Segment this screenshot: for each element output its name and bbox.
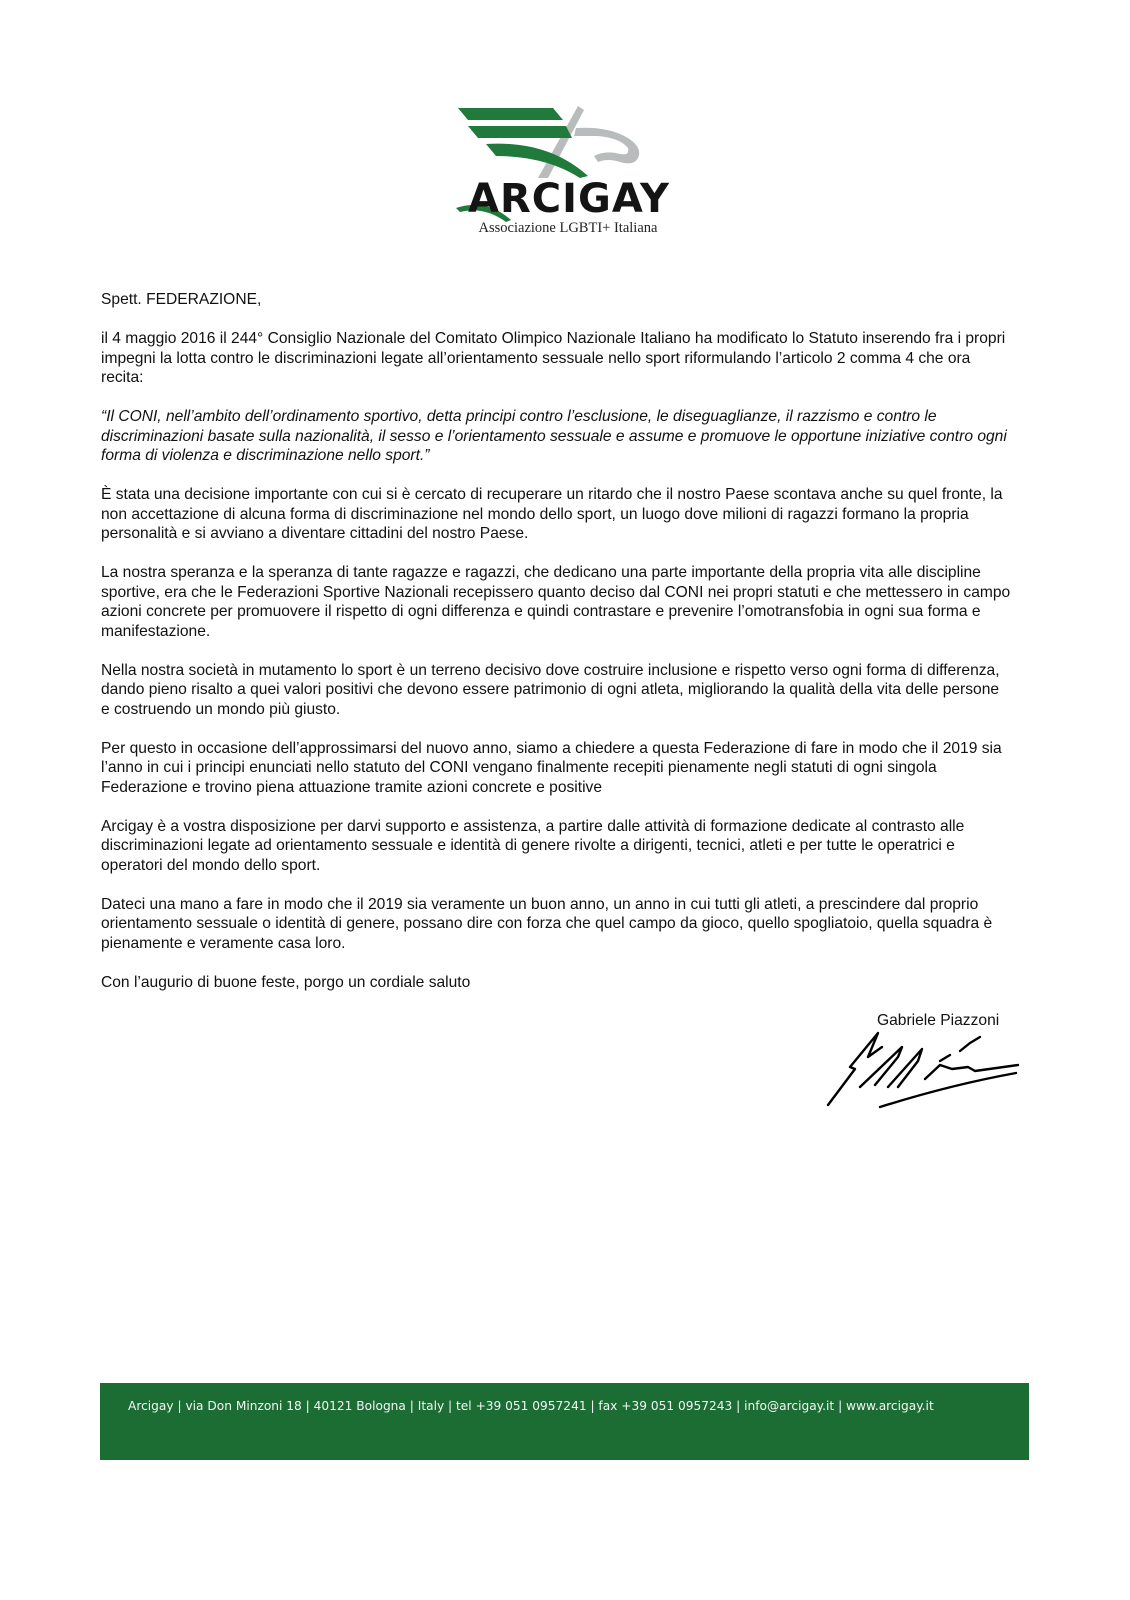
paragraph-quote: “Il CONI, nell’ambito dell’ordinamento sportivo, detta principi contro l’esclusione, le diseguaglianze, il razzismo e contro le discriminazioni basate sulla nazionalità, il sesso e l’orientamento sessuale e assume e promuove le opportune iniziative contro ogni forma di violenza e discriminazione nello sport.” (101, 408, 1007, 464)
handwritten-signature-icon (820, 1025, 1030, 1110)
paragraph: È stata una decisione importante con cui si è cercato di recuperare un ritardo che il nostro Paese scontava anche su quel fronte, la non accettazione di alcuna forma di discriminazione nel mondo dello sport, un luogo dove milioni di ragazzi formano la propria personalità e si avviano a diventare cittadini del nostro Paese. (101, 486, 1003, 542)
letter-body (101, 290, 1011, 1012)
logo-wordmark: ARCIGAY (468, 176, 670, 222)
footer-contact-bar (100, 1383, 1029, 1460)
paragraph: La nostra speranza e la speranza di tante ragazze e ragazzi, che dedicano una parte importante della propria vita alle discipline sportive, era che le Federazioni Sportive Nazionali recepissero quanto deciso dal CONI nei propri statuti e che mettessero in campo azioni concrete per promuovere il rispetto di ogni differenza e quindi contrastare e prevenire l’omotransfobia in ogni sua forma e manifestazione. (101, 564, 1011, 640)
footer-contact-text: Arcigay | via Don Minzoni 18 | 40121 Bologna | Italy | tel +39 051 0957241 | fax +39 051 0957243 | info@arcigay.it | www.arcigay.it (128, 1399, 934, 1413)
closing: Con l’augurio di buone feste, porgo un cordiale saluto (101, 973, 471, 991)
signatory-name: Gabriele Piazzoni (877, 1012, 1000, 1029)
logo-tagline: Associazione LGBTI+ Italiana (478, 220, 658, 236)
paragraph: Per questo in occasione dell’approssimarsi del nuovo anno, siamo a chiedere a questa Federazione di fare in modo che il 2019 sia l’anno in cui i principi enunciati nello statuto del CONI vengano finalmente recepiti pienamente negli statuti di ogni singola Federazione e trovino piena attuazione tramite azioni concrete e positive (101, 739, 1002, 796)
arcigay-logo (448, 98, 688, 243)
paragraph: Arcigay è a vostra disposizione per darvi supporto e assistenza, a partire dalle attività di formazione dedicate al contrasto alle discriminazioni legate ad orientamento sessuale e identità di genere rivolte a dirigenti, tecnici, atleti e per tutte le operatrici e operatori del mondo dello sport. (101, 817, 965, 874)
paragraph: Dateci una mano a fare in modo che il 2019 sia veramente un buon anno, un anno in cui tutti gli atleti, a prescindere dal proprio orientamento sessuale o identità di genere, possano dire con forza che quel campo da gioco, quello spogliatoio, quella squadra è pienamente e veramente casa loro. (101, 895, 993, 952)
salutation: Spett. FEDERAZIONE, (101, 291, 262, 308)
paragraph: Nella nostra società in mutamento lo sport è un terreno decisivo dove costruire inclusione e rispetto verso ogni forma di differenza, dando pieno risalto a quei valori positivi che devono essere patrimonio di ogni atleta, migliorando la qualità della vita delle persone e costruendo un mondo più giusto. (101, 661, 1000, 718)
arcigay-wings-horse-logo-icon (448, 98, 688, 188)
paragraph-intro: il 4 maggio 2016 il 244° Consiglio Nazionale del Comitato Olimpico Nazionale Italiano ha modificato lo Statuto inserendo fra i propri impegni la lotta contro le discriminazioni legate all’orientamento sessuale nello sport riformulando l’articolo 2 comma 4 che ora recita: (101, 330, 1006, 386)
